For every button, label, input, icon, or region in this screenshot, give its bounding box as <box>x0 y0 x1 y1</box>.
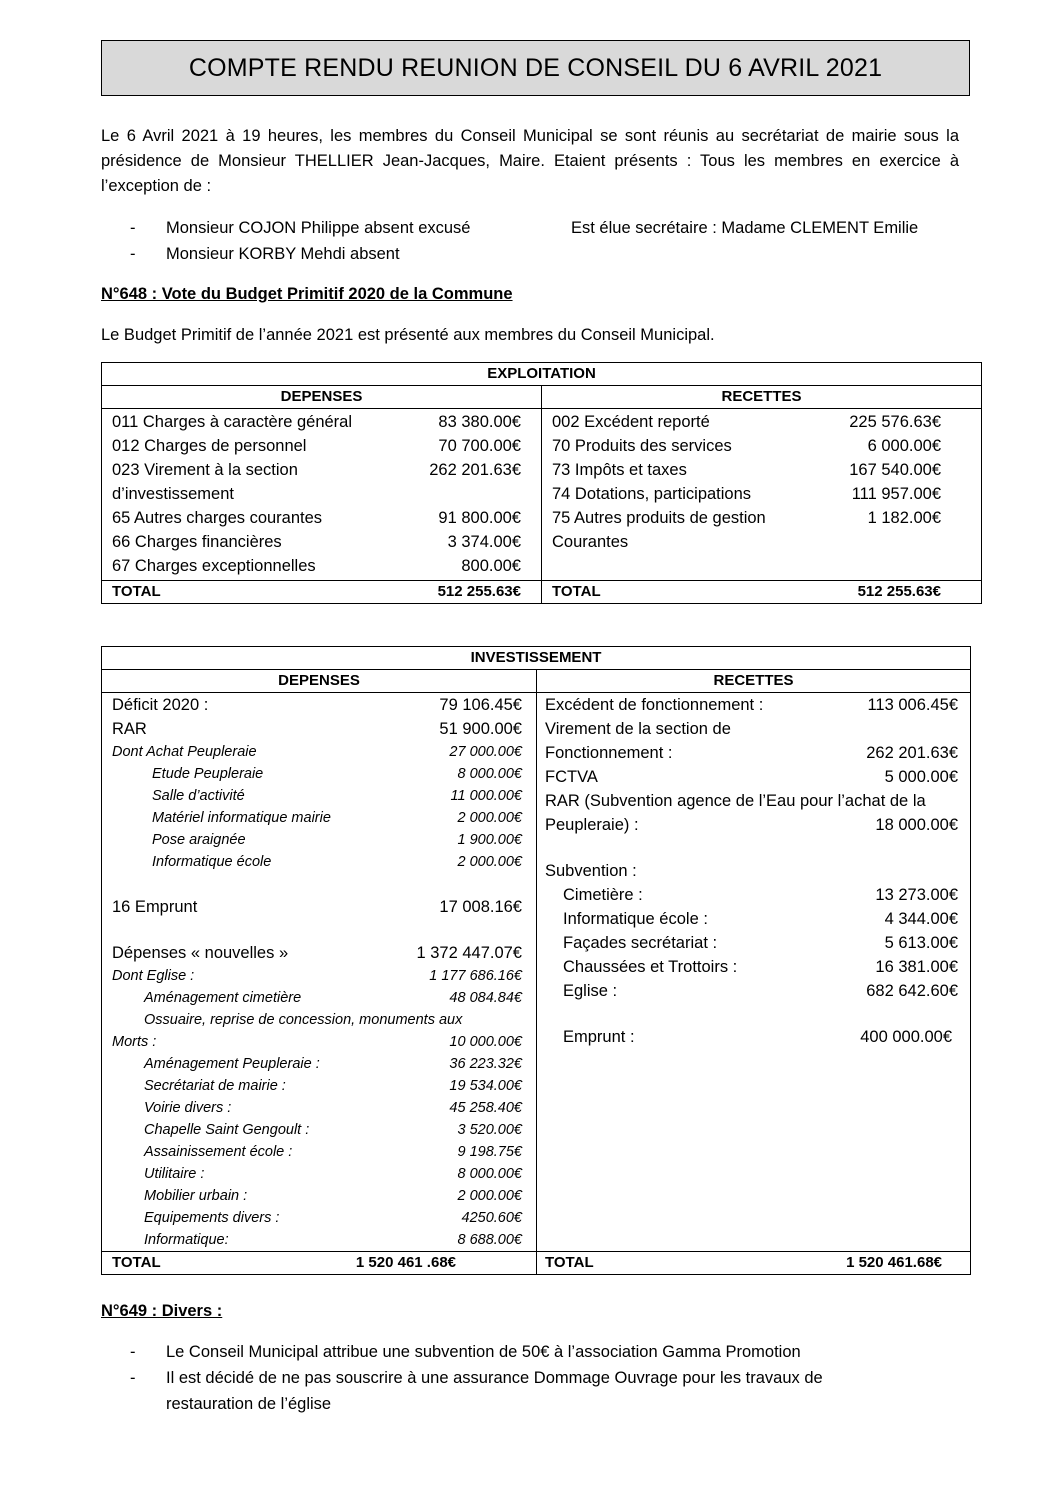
exploitation-recettes-cell <box>542 409 982 581</box>
exploitation-recette-row <box>552 434 941 458</box>
absent-item: Monsieur COJON Philippe absent excusé <box>166 219 471 237</box>
investissement-depenses-cell <box>102 693 537 1252</box>
exploitation-depense-row-label: 67 Charges exceptionnelles <box>112 557 316 575</box>
investissement-depenses-header: DEPENSES <box>102 670 537 693</box>
peupleraie-value: 18 000.00€ <box>875 816 959 834</box>
exploitation-depenses-cell <box>102 409 542 581</box>
exploitation-table <box>101 362 982 604</box>
investissement-recettes-cell <box>537 693 971 1252</box>
rar-subvention-label: RAR (Subvention agence de l’Eau pour l’achat de la <box>545 792 926 810</box>
rar-value: 51 900.00€ <box>439 720 522 738</box>
exploitation-recette-row-value: 167 540.00€ <box>849 461 941 479</box>
nouvelle-item-row-value: 1 177 686.16€ <box>429 968 522 984</box>
rar-item-row-value: 27 000.00€ <box>449 744 522 760</box>
nouvelle-item-row <box>112 1097 522 1119</box>
peupleraie-label: Peupleraie) : <box>545 816 639 834</box>
exploitation-depense-row-label: 012 Charges de personnel <box>112 437 307 455</box>
intro-paragraph: Le 6 Avril 2021 à 19 heures, les membres du Conseil Municipal se sont réunis au secrétariat de mairie sous la présidence de Monsieur THELLIER Jean-Jacques, Maire. Etaient présents : Tous les membres en exercice à l’exception de : <box>101 127 959 195</box>
rar-item-row-label: Etude Peupleraie <box>152 766 264 782</box>
exploitation-recette-row-value: 111 957.00€ <box>851 485 941 503</box>
nouvelle-item-row-label: Secrétariat de mairie : <box>144 1078 286 1094</box>
rar-item-row <box>112 763 522 785</box>
rar-item-row <box>112 829 522 851</box>
rar-label: RAR <box>112 720 147 738</box>
exploitation-depense-row-value: 3 374.00€ <box>447 533 521 551</box>
exploitation-recette-row <box>552 458 941 482</box>
subvention-item-row-value: 682 642.60€ <box>866 982 959 1000</box>
nouvelle-item-row-value: 48 084.84€ <box>449 990 522 1006</box>
exploitation-depense-row <box>112 554 521 578</box>
divers-item-continued: restauration de l’église <box>166 1395 332 1413</box>
fctva-value: 5 000.00€ <box>884 768 959 786</box>
emprunt-16-value: 17 008.16€ <box>439 898 522 916</box>
nouvelle-item-row-label: Aménagement cimetière <box>144 990 302 1006</box>
exploitation-depense-row-label: d’investissement <box>112 485 234 503</box>
section-648-text: Le Budget Primitif de l’année 2021 est présenté aux membres du Conseil Municipal. <box>101 326 715 344</box>
exploitation-recettes-total-row <box>542 581 982 604</box>
rar-item-row-label: Pose araignée <box>152 832 246 848</box>
total-label: TOTAL <box>112 583 161 600</box>
fonctionnement-label: Fonctionnement : <box>545 744 673 762</box>
subvention-item-row-value: 5 613.00€ <box>884 934 959 952</box>
exploitation-depense-row <box>112 458 521 482</box>
excedent-label: Excédent de fonctionnement : <box>545 696 764 714</box>
exploitation-depense-row-label: 65 Autres charges courantes <box>112 509 323 527</box>
subvention-item-row-label: Informatique école : <box>563 910 708 928</box>
exploitation-recette-row <box>552 482 941 506</box>
nouvelle-item-row-value: 19 534.00€ <box>449 1078 522 1094</box>
rar-item-row-value: 11 000.00€ <box>450 788 522 804</box>
exploitation-recette-row-value: 6 000.00€ <box>867 437 941 455</box>
nouvelle-item-row-value: 4250.60€ <box>461 1210 522 1226</box>
nouvelle-item-row-value: 36 223.32€ <box>449 1056 522 1072</box>
subvention-item-row-label: Façades secrétariat : <box>563 934 718 952</box>
exploitation-recette-row-label: 002 Excédent reporté <box>552 413 710 431</box>
nouvelle-item-row-label: Voirie divers : <box>144 1100 232 1116</box>
exploitation-recette-row-label: 70 Produits des services <box>552 437 732 455</box>
exploitation-recette-row-label: 74 Dotations, participations <box>552 485 752 503</box>
investissement-depenses-total: 1 520 461 .68€ <box>355 1254 456 1271</box>
rar-item-row-value: 8 000.00€ <box>457 766 522 782</box>
subvention-item-row-label: Cimetière : <box>563 886 643 904</box>
nouvelle-item-row <box>112 987 522 1009</box>
exploitation-depense-row-value: 70 700.00€ <box>438 437 521 455</box>
nouvelle-item-row-label: Aménagement Peupleraie : <box>144 1056 320 1072</box>
nouvelle-item-row-value: 45 258.40€ <box>449 1100 522 1116</box>
exploitation-recettes-header: RECETTES <box>542 386 982 409</box>
exploitation-depenses-header: DEPENSES <box>102 386 542 409</box>
nouvelle-item-row-value: 3 520.00€ <box>457 1122 522 1138</box>
subvention-item-row-label: Eglise : <box>563 982 618 1000</box>
nouvelle-item-row <box>112 1185 522 1207</box>
absent-item: Monsieur KORBY Mehdi absent <box>166 245 400 263</box>
nouvelle-item-row <box>112 1053 522 1075</box>
investissement-depenses-total-row <box>102 1252 537 1275</box>
investissement-table <box>101 646 971 1275</box>
subvention-item-row-value: 4 344.00€ <box>884 910 959 928</box>
nouvelle-item-row <box>112 1229 522 1251</box>
exploitation-recette-row-label: 75 Autres produits de gestion <box>552 509 766 527</box>
exploitation-depenses-total-row <box>102 581 542 604</box>
rar-item-row-label: Informatique école <box>152 854 272 870</box>
exploitation-recette-row-label: 73 Impôts et taxes <box>552 461 687 479</box>
exploitation-recette-row <box>552 506 941 530</box>
nouvelle-item-row-label: Chapelle Saint Gengoult : <box>144 1122 310 1138</box>
total-label: TOTAL <box>545 1254 594 1271</box>
fctva-label: FCTVA <box>545 768 598 786</box>
nouvelle-item-row-value: 10 000.00€ <box>449 1034 522 1050</box>
exploitation-recette-row-label: Courantes <box>552 533 629 551</box>
exploitation-depense-row <box>112 410 521 434</box>
nouvelle-item-row-label: Mobilier urbain : <box>144 1188 248 1204</box>
exploitation-recette-row <box>552 530 941 554</box>
excedent-value: 113 006.45€ <box>867 696 959 714</box>
rar-item-row-label: Matériel informatique mairie <box>152 810 331 826</box>
nouvelle-item-row <box>112 1163 522 1185</box>
exploitation-depense-row-value: 800.00€ <box>461 557 521 575</box>
list-dash: - <box>130 1369 136 1387</box>
nouvelle-item-row-value: 8 000.00€ <box>457 1166 522 1182</box>
exploitation-recette-row <box>552 410 941 434</box>
exploitation-depense-row-label: 023 Virement à la section <box>112 461 298 479</box>
rar-item-row-value: 2 000.00€ <box>457 854 522 870</box>
nouvelle-item-row-label: Ossuaire, reprise de concession, monuments aux <box>144 1012 463 1028</box>
nouvelle-item-row <box>112 1141 522 1163</box>
nouvelle-item-row-value: 9 198.75€ <box>457 1144 522 1160</box>
exploitation-depense-row-label: 011 Charges à caractère général <box>112 413 353 431</box>
investissement-recettes-total: 1 520 461.68€ <box>846 1254 943 1271</box>
investissement-recettes-header: RECETTES <box>537 670 971 693</box>
exploitation-depense-row <box>112 434 521 458</box>
nouvelle-item-row <box>112 1207 522 1229</box>
rar-item-row <box>112 785 522 807</box>
exploitation-depense-row <box>112 530 521 554</box>
secretary-line: Est élue secrétaire : Madame CLEMENT Emilie <box>571 219 919 237</box>
section-heading-649: N°649 : Divers : <box>101 1302 223 1320</box>
subvention-item-row <box>545 955 958 979</box>
rar-item-row-value: 2 000.00€ <box>457 810 522 826</box>
exploitation-depense-row-value: 83 380.00€ <box>438 413 521 431</box>
list-dash: - <box>130 219 136 237</box>
total-label: TOTAL <box>112 1254 161 1271</box>
exploitation-recette-row-value: 225 576.63€ <box>849 413 941 431</box>
nouvelle-item-row-value: 8 688.00€ <box>457 1232 522 1248</box>
rar-item-row-label: Dont Achat Peupleraie <box>112 744 257 760</box>
list-dash: - <box>130 245 136 263</box>
divers-item: Il est décidé de ne pas souscrire à une assurance Dommage Ouvrage pour les travaux de <box>166 1369 823 1387</box>
deficit-value: 79 106.45€ <box>439 696 522 714</box>
nouvelle-item-row-label: Informatique: <box>144 1232 229 1248</box>
nouvelle-item-row-label: Dont Eglise : <box>112 968 195 984</box>
rar-item-row <box>112 851 522 873</box>
nouvelle-item-row-value: 2 000.00€ <box>457 1188 522 1204</box>
subvention-item-row <box>545 931 958 955</box>
nouvelle-item-row <box>112 1009 522 1031</box>
rar-item-row <box>112 807 522 829</box>
nouvelle-item-row <box>112 1031 522 1053</box>
exploitation-depense-row-value: 91 800.00€ <box>438 509 521 527</box>
nouvelle-item-row-label: Equipements divers : <box>144 1210 280 1226</box>
exploitation-depense-row-label: 66 Charges financières <box>112 533 282 551</box>
nouvelles-value: 1 372 447.07€ <box>416 944 522 962</box>
nouvelle-item-row-label: Utilitaire : <box>144 1166 205 1182</box>
subvention-item-row <box>545 883 958 907</box>
total-label: TOTAL <box>552 583 601 600</box>
fonctionnement-value: 262 201.63€ <box>866 744 959 762</box>
subvention-item-row-value: 16 381.00€ <box>875 958 959 976</box>
exploitation-recette-row-value: 1 182.00€ <box>867 509 941 527</box>
nouvelle-item-row <box>112 965 522 987</box>
exploitation-title: EXPLOITATION <box>102 363 982 386</box>
exploitation-recettes-total: 512 255.63€ <box>857 583 941 600</box>
list-dash: - <box>130 1343 136 1361</box>
emprunt-16-label: 16 Emprunt <box>112 898 198 916</box>
nouvelle-item-row-label: Assainissement école : <box>144 1144 293 1160</box>
subvention-item-row-label: Chaussées et Trottoirs : <box>563 958 738 976</box>
exploitation-depense-row <box>112 482 521 506</box>
nouvelle-item-row-label: Morts : <box>112 1034 157 1050</box>
deficit-label: Déficit 2020 : <box>112 696 209 714</box>
investissement-recettes-total-row <box>537 1252 971 1275</box>
divers-item: Le Conseil Municipal attribue une subvention de 50€ à l’association Gamma Promotion <box>166 1343 801 1361</box>
subvention-label: Subvention : <box>545 862 637 880</box>
exploitation-depense-row-value: 262 201.63€ <box>429 461 521 479</box>
subvention-item-row-value: 13 273.00€ <box>875 886 959 904</box>
subvention-item-row <box>545 979 958 1003</box>
rar-item-row-value: 1 900.00€ <box>457 832 522 848</box>
investissement-title: INVESTISSEMENT <box>102 647 971 670</box>
section-heading-648: N°648 : Vote du Budget Primitif 2020 de la Commune <box>101 285 513 303</box>
exploitation-depenses-total: 512 255.63€ <box>437 583 521 600</box>
emprunt-label: Emprunt : <box>563 1028 635 1046</box>
exploitation-depense-row <box>112 506 521 530</box>
page-title: COMPTE RENDU REUNION DE CONSEIL DU 6 AVRIL 2021 <box>101 40 970 96</box>
virement-label: Virement de la section de <box>545 720 731 738</box>
rar-item-row-label: Salle d’activité <box>152 788 245 804</box>
rar-item-row <box>112 741 522 763</box>
subvention-item-row <box>545 907 958 931</box>
nouvelles-label: Dépenses « nouvelles » <box>112 944 289 962</box>
nouvelle-item-row <box>112 1119 522 1141</box>
nouvelle-item-row <box>112 1075 522 1097</box>
emprunt-value: 400 000.00€ <box>860 1028 953 1046</box>
